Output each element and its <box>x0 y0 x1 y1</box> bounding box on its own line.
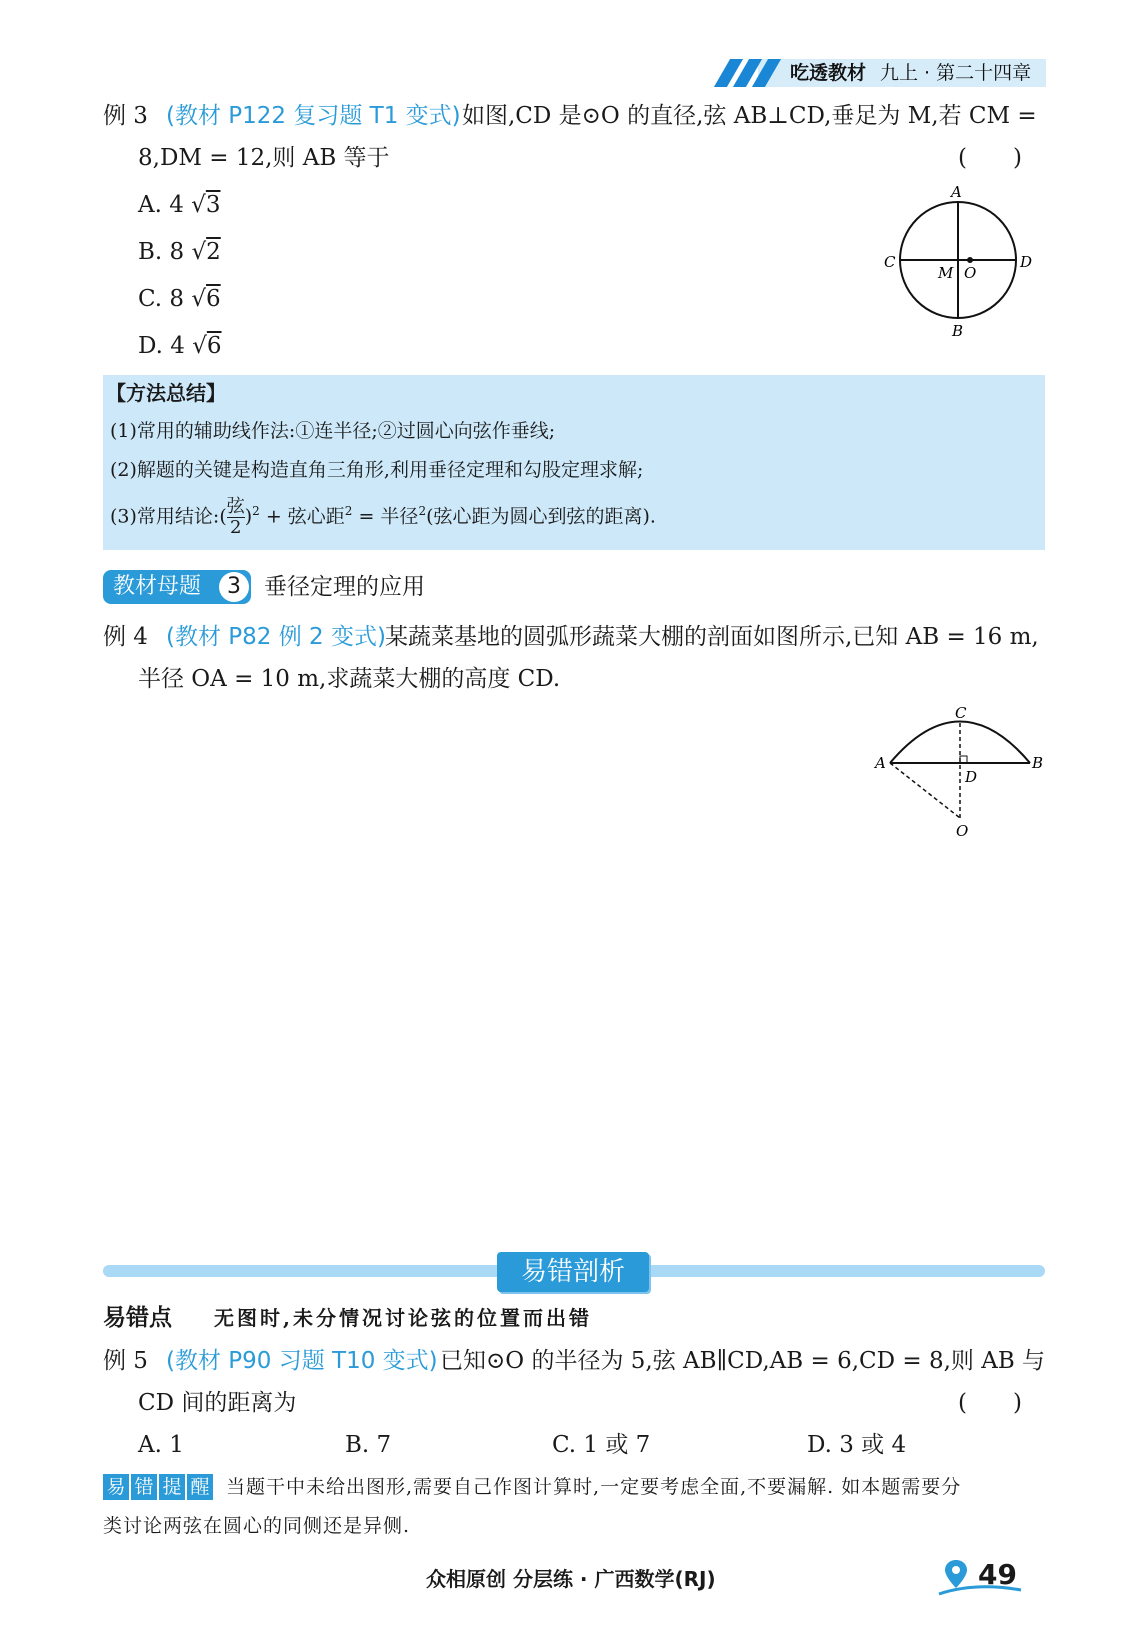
option-d: D. 3 或 4 <box>807 1432 907 1458</box>
example-4-label: 例 4 <box>103 624 148 650</box>
label-o: O <box>964 264 977 282</box>
option-c: C. 1 或 7 <box>552 1432 651 1458</box>
label-c: C <box>955 704 967 722</box>
option-c: C. 8 √6 <box>138 286 221 312</box>
page-number: 49 <box>978 1558 1017 1591</box>
footer-text: 众相原创 分层练 · 广西数学(RJ) <box>426 1567 716 1591</box>
example-4-source: (教材 P82 例 2 变式) <box>166 624 386 650</box>
mistake-point-text: 无图时,未分情况讨论弦的位置而出错 <box>214 1306 592 1330</box>
tip-char: 醒 <box>187 1474 213 1500</box>
tip-char: 易 <box>103 1474 129 1500</box>
header-chapter: 九上 · 第二十四章 <box>880 62 1032 84</box>
tip-char: 错 <box>131 1474 157 1500</box>
answer-blank: ( ) <box>958 145 1022 171</box>
example-5-label: 例 5 <box>103 1348 148 1374</box>
label-o: O <box>956 822 969 840</box>
label-c: C <box>884 253 896 271</box>
header-title: 吃透教材 <box>790 62 867 84</box>
example-3-source: (教材 P122 复习题 T1 变式) <box>166 103 461 129</box>
mistake-bar-label: 易错剖析 <box>497 1252 649 1292</box>
label-a: A <box>875 754 886 772</box>
example-3-label: 例 3 <box>103 103 148 129</box>
example-5-line1: 已知⊙O 的半径为 5,弦 AB∥CD,AB = 6,CD = 8,则 AB 与 <box>440 1348 1046 1374</box>
circle-figure <box>880 180 1040 340</box>
summary-title: 【方法总结】 <box>106 381 226 405</box>
arch-figure <box>868 700 1048 840</box>
badge-number: 3 <box>219 572 249 602</box>
label-d: D <box>1020 253 1033 271</box>
option-a: A. 1 <box>138 1432 184 1458</box>
label-b: B <box>952 322 964 340</box>
badge-text: 教材母题 <box>113 574 202 599</box>
option-a: A. 4 √3 <box>138 192 221 218</box>
example-3-line1: 如图,CD 是⊙O 的直径,弦 AB⊥CD,垂足为 M,若 CM = <box>462 103 1037 129</box>
summary-line-2: (2)解题的关键是构造直角三角形,利用垂径定理和勾股定理求解; <box>110 459 644 481</box>
option-d: D. 4 √6 <box>138 333 222 359</box>
tip-line-1: 当题干中未给出图形,需要自己作图计算时,一定要考虑全面,不要漏解. 如本题需要分 <box>226 1476 962 1498</box>
section-title: 垂径定理的应用 <box>264 574 425 600</box>
label-d: D <box>965 768 978 786</box>
label-a: A <box>951 183 962 201</box>
answer-blank: ( ) <box>958 1390 1022 1416</box>
tip-char: 提 <box>159 1474 185 1500</box>
summary-line-3: (3)常用结论:( $\frac{\text{弦}}{2}$ )$^2$ + 弦心距$^2$ = 半径$^2$(弦心距为圆心到弦的距离). <box>110 496 656 538</box>
tip-line-2: 类讨论两弦在圆心的同侧还是异侧. <box>103 1515 411 1537</box>
example-4-line2: 半径 OA = 10 m,求蔬菜大棚的高度 CD. <box>138 666 561 692</box>
mistake-point-label: 易错点 <box>103 1305 172 1331</box>
label-m: M <box>938 264 954 282</box>
section-badge <box>103 570 251 604</box>
summary-line-1: (1)常用的辅助线作法:①连半径;②过圆心向弦作垂线; <box>110 420 556 442</box>
label-b: B <box>1032 754 1044 772</box>
example-5-source: (教材 P90 习题 T10 变式) <box>166 1348 438 1374</box>
option-b: B. 8 √2 <box>138 239 221 265</box>
example-4-line1: 某蔬菜基地的圆弧形蔬菜大棚的剖面如图所示,已知 AB = 16 m, <box>385 624 1039 650</box>
option-b: B. 7 <box>345 1432 392 1458</box>
example-5-line2: CD 间的距离为 <box>138 1390 297 1416</box>
fraction: $\frac{\text{弦}}{2}$ <box>226 496 245 538</box>
example-3-line2: 8,DM = 12,则 AB 等于 <box>138 145 390 171</box>
